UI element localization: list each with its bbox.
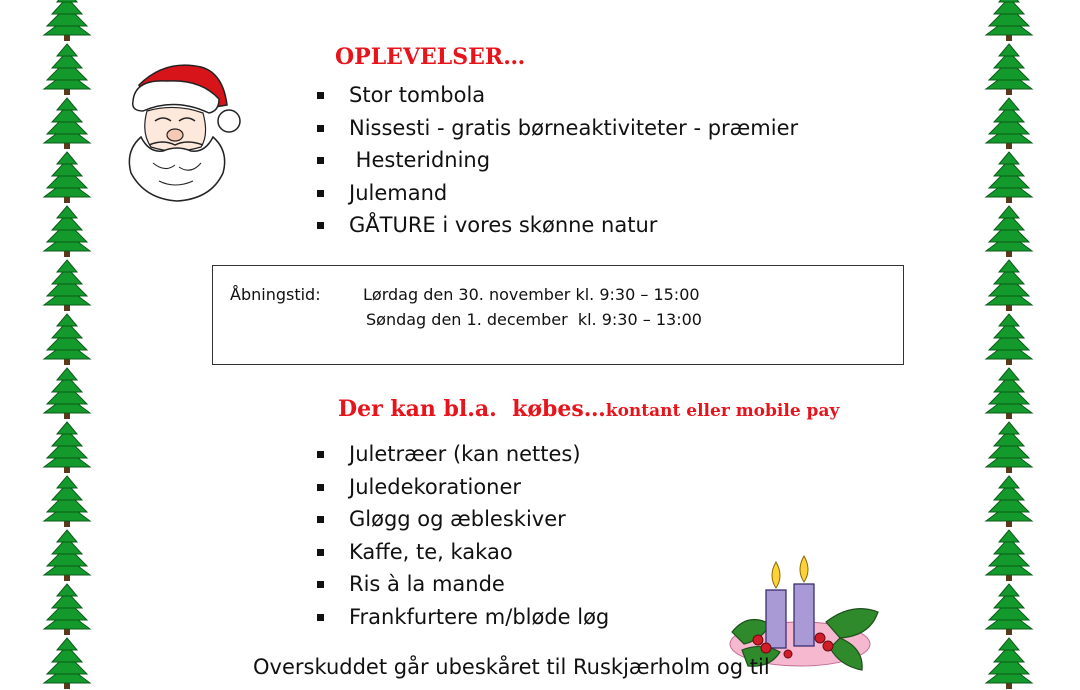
- opening-hours-box: [212, 265, 904, 365]
- christmas-tree-icon: [982, 204, 1036, 258]
- christmas-tree-icon: [982, 150, 1036, 204]
- bullet-icon: [317, 451, 324, 458]
- opening-hours-saturday: Lørdag den 30. november kl. 9:30 – 15:00: [363, 285, 700, 304]
- christmas-tree-icon: [982, 0, 1036, 42]
- christmas-tree-icon: [982, 312, 1036, 366]
- christmas-tree-icon: [982, 366, 1036, 420]
- opening-hours-sunday: Søndag den 1. december kl. 9:30 – 13:00: [366, 310, 702, 329]
- christmas-tree-icon: [40, 96, 94, 150]
- bullet-icon: [317, 549, 324, 556]
- christmas-tree-icon: [40, 366, 94, 420]
- list-item: Frankfurtere m/bløde løg: [316, 601, 609, 634]
- bullet-icon: [317, 157, 324, 164]
- list-item: Nissesti - gratis børneaktiviteter - præmier: [316, 112, 798, 145]
- buy-list: [316, 438, 609, 633]
- christmas-tree-icon: [982, 474, 1036, 528]
- right-tree-border: [982, 0, 1042, 690]
- footer-text: Overskuddet går ubeskåret til Ruskjærholm og til: [253, 655, 770, 679]
- list-item: Ris à la mande: [316, 568, 609, 601]
- christmas-tree-icon: [40, 258, 94, 312]
- christmas-tree-icon: [982, 420, 1036, 474]
- christmas-tree-icon: [982, 96, 1036, 150]
- list-item: Juletræer (kan nettes): [316, 438, 609, 471]
- list-item: Gløgg og æbleskiver: [316, 503, 609, 536]
- christmas-tree-icon: [40, 528, 94, 582]
- santa-claus-icon: [105, 55, 245, 203]
- christmas-tree-icon: [40, 0, 94, 42]
- bullet-icon: [317, 92, 324, 99]
- bullet-icon: [317, 222, 324, 229]
- opening-hours-label: Åbningstid:: [230, 285, 321, 304]
- experiences-heading: OPLEVELSER…: [335, 44, 526, 70]
- list-item: Juledekorationer: [316, 471, 609, 504]
- bullet-icon: [317, 190, 324, 197]
- bullet-icon: [317, 484, 324, 491]
- christmas-tree-icon: [982, 258, 1036, 312]
- experiences-list: [316, 79, 798, 242]
- christmas-tree-icon: [40, 312, 94, 366]
- christmas-tree-icon: [982, 582, 1036, 636]
- list-item: Kaffe, te, kakao: [316, 536, 609, 569]
- buy-heading-main: Der kan bl.a. købes…: [338, 396, 606, 422]
- bullet-icon: [317, 516, 324, 523]
- christmas-tree-icon: [982, 636, 1036, 690]
- christmas-tree-icon: [40, 474, 94, 528]
- list-item: Hesteridning: [316, 144, 798, 177]
- bullet-icon: [317, 125, 324, 132]
- buy-heading-payment: kontant eller mobile pay: [605, 401, 840, 421]
- list-item: Julemand: [316, 177, 798, 210]
- christmas-tree-icon: [40, 204, 94, 258]
- list-item: Stor tombola: [316, 79, 798, 112]
- buy-heading: [338, 396, 839, 422]
- christmas-tree-icon: [40, 636, 94, 690]
- christmas-tree-icon: [982, 42, 1036, 96]
- list-item: GÅTURE i vores skønne natur: [316, 209, 798, 242]
- christmas-tree-icon: [40, 42, 94, 96]
- bullet-icon: [317, 581, 324, 588]
- bullet-icon: [317, 614, 324, 621]
- christmas-tree-icon: [40, 420, 94, 474]
- left-tree-border: [40, 0, 100, 690]
- christmas-tree-icon: [40, 150, 94, 204]
- christmas-tree-icon: [982, 528, 1036, 582]
- christmas-tree-icon: [40, 582, 94, 636]
